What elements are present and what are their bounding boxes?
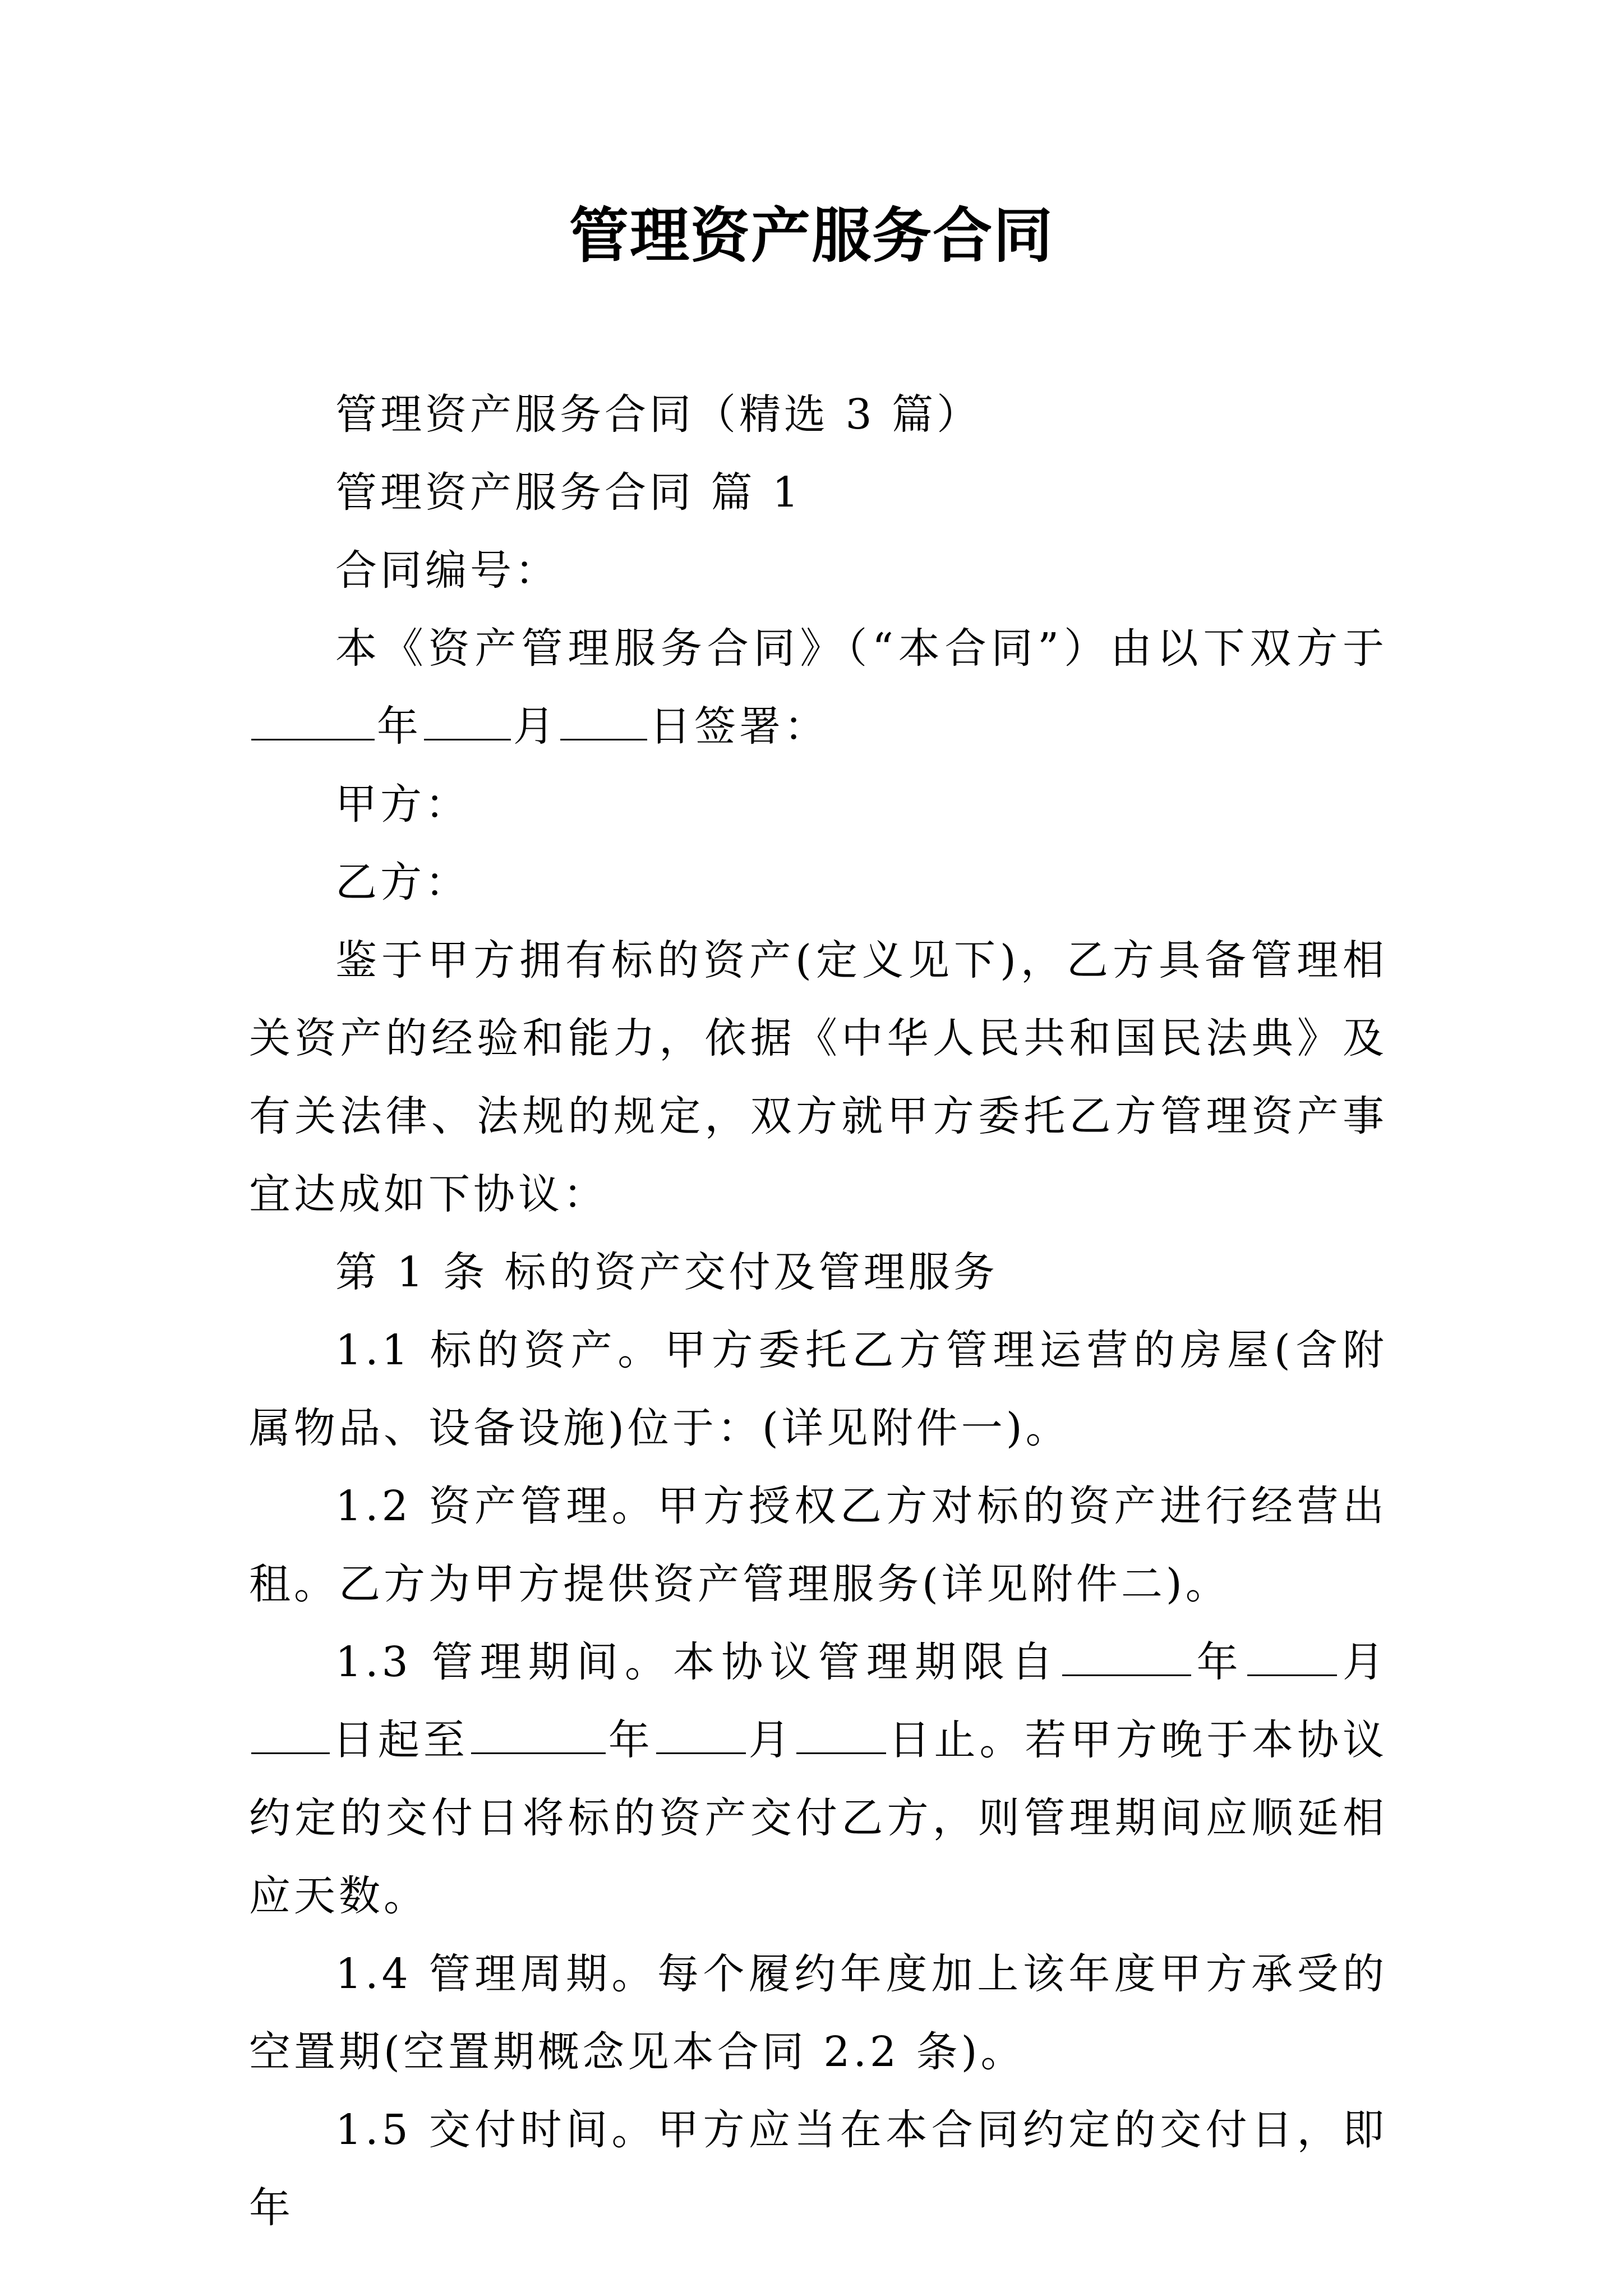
- clause-1-3-month-label: 月: [1339, 1638, 1387, 1686]
- clause-1-5: 1.5 交付时间。甲方应当在本合同约定的交付日，即年: [249, 2106, 1387, 2232]
- heading-part-1: 管理资产服务合同 篇 1: [335, 468, 803, 517]
- intro-day-label: 日签署：: [649, 702, 829, 751]
- clause-1-1: 1.1 标的资产。甲方委托乙方管理运营的房屋(含附属物品、设备设施)位于：(详见附件一)。: [249, 1326, 1387, 1452]
- contract-number-label: 合同编号：: [335, 546, 560, 595]
- blank-end-year: [471, 1709, 606, 1754]
- blank-year: [251, 695, 375, 740]
- clause-1-3-year-label: 年: [1193, 1638, 1245, 1686]
- blank-end-month: [656, 1709, 746, 1754]
- intro-month-label: 月: [513, 702, 558, 751]
- clause-1-3-text: 1.3 管理期间。本协议管理期限自: [335, 1638, 1060, 1686]
- blank-end-day: [796, 1709, 886, 1754]
- blank-start-day: [251, 1709, 330, 1754]
- blank-start-year: [1062, 1631, 1191, 1676]
- heading-selected: 管理资产服务合同（精选 3 篇）: [335, 390, 982, 439]
- clause-1-4: 1.4 管理周期。每个履约年度加上该年度甲方承受的空置期(空置期概念见本合同 2.2 条)。: [249, 1950, 1387, 2076]
- clause-1-3: [249, 1623, 1387, 1935]
- document-body: [249, 376, 1387, 2247]
- party-a-label: 甲方：: [335, 780, 470, 829]
- clause-1-3-tail: 日止。若甲方晚于本协议约定的交付日将标的资产交付乙方，则管理期间应顺延相应天数。: [249, 1716, 1388, 1920]
- blank-month: [424, 695, 511, 740]
- document-title: 管理资产服务合同: [569, 200, 1054, 270]
- intro-year-label: 年: [377, 702, 422, 751]
- recital-paragraph: 鉴于甲方拥有标的资产(定义见下)，乙方具备管理相关资产的经验和能力，依据《中华人民共和国民法典》及有关法律、法规的规定，双方就甲方委托乙方管理资产事宜达成如下协议：: [249, 936, 1387, 1218]
- blank-day: [560, 695, 647, 740]
- clause-1-3-year2-label: 年: [607, 1716, 654, 1764]
- clause-1-2: 1.2 资产管理。甲方授权乙方对标的资产进行经营出租。乙方为甲方提供资产管理服务(详见附件二)。: [249, 1482, 1387, 1608]
- clause-1-3-day-to: 日起至: [332, 1716, 469, 1764]
- intro-paragraph: [249, 610, 1387, 766]
- clause-1-3-month2-label: 月: [748, 1716, 794, 1764]
- intro-text: 本《资产管理服务合同》（“本合同”）由以下双方于: [335, 624, 1387, 673]
- party-b-label: 乙方：: [335, 858, 470, 907]
- blank-start-month: [1247, 1631, 1337, 1676]
- article-1-heading: 第 1 条 标的资产交付及管理服务: [335, 1248, 998, 1296]
